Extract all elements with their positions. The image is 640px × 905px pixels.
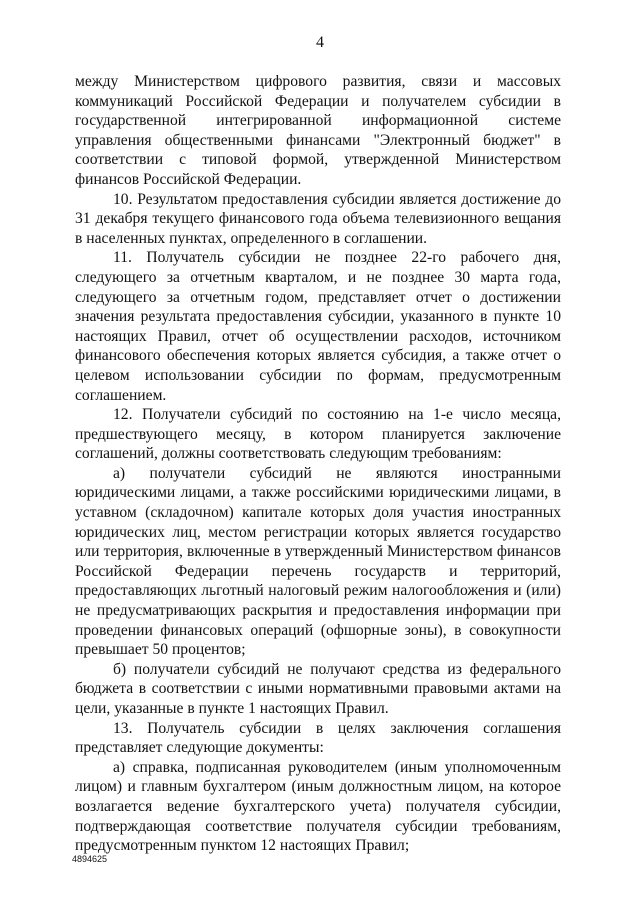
page-number: 4 [316,34,324,51]
document-id: 4894625 [72,854,108,864]
paragraph-13: 13. Получатель субсидии в целях заключения соглашения представляет следующие документы: [75,719,561,757]
paragraph-11: 11. Получатель субсидии не позднее 22-го рабочего дня, следующего за отчетным кварталом, и не позднее 30 марта года, следующего за отчетным годом, представляет отчет о достижении значения результата предоставления субсидии, указанного в пункте 10 настоящих Правил, отчет об осуществлении расходов, источником финансового обеспечения которых является субсидия, а также отчет о целевом использовании субсидии по формам, предусмотренным соглашением. [75,249,561,404]
paragraph-12-b: б) получатели субсидий не получают средства из федерального бюджета в соответствии с иными нормативными правовыми актами на цели, указанные в пункте 1 настоящих Правил. [75,660,561,717]
paragraph-13-a: а) справка, подписанная руководителем (иным уполномоченным лицом) и главным бухгалтером (иным должностным лицом, на которое возлагается ведение бухгалтерского учета) получателя субсидии, подтверждающая соответствие получателя субсидии требованиям, предусмотренным пунктом 12 настоящих Правил; [75,758,561,855]
paragraph-12-a: а) получатели субсидий не являются иностранными юридическими лицами, а также российскими юридическими лицами, в уставном (складочном) капитале которых доля участия иностранных юридических лиц, местом регистрации которых является государство или территория, включенные в утвержденный Министерством финансов Российской Федерации перечень государств и территорий, предоставляющих льготный налоговый режим налогообложения и (или) не предусматривающих раскрытия и предоставления информации при проведении финансовых операций (офшорные зоны), в совокупности превышает 50 процентов; [75,464,561,659]
paragraph-continuation: между Министерством цифрового развития, связи и массовых коммуникаций Российской Федерации и получателем субсидии в государственной интегрированной информационной системе управления общественными финансами "Электронный бюджет" в соответствии с типовой формой, утвержденной Министерством финансов Российской Федерации. [75,73,561,188]
paragraph-12: 12. Получатели субсидий по состоянию на 1-е число месяца, предшествующего месяцу, в котором планируется заключение соглашений, должны соответствовать следующим требованиям: [75,406,561,463]
paragraph-10: 10. Результатом предоставления субсидии является достижение до 31 декабря текущего финансового года объема телевизионного вещания в населенных пунктах, определенного в соглашении. [75,190,561,247]
document-body [75,72,561,856]
